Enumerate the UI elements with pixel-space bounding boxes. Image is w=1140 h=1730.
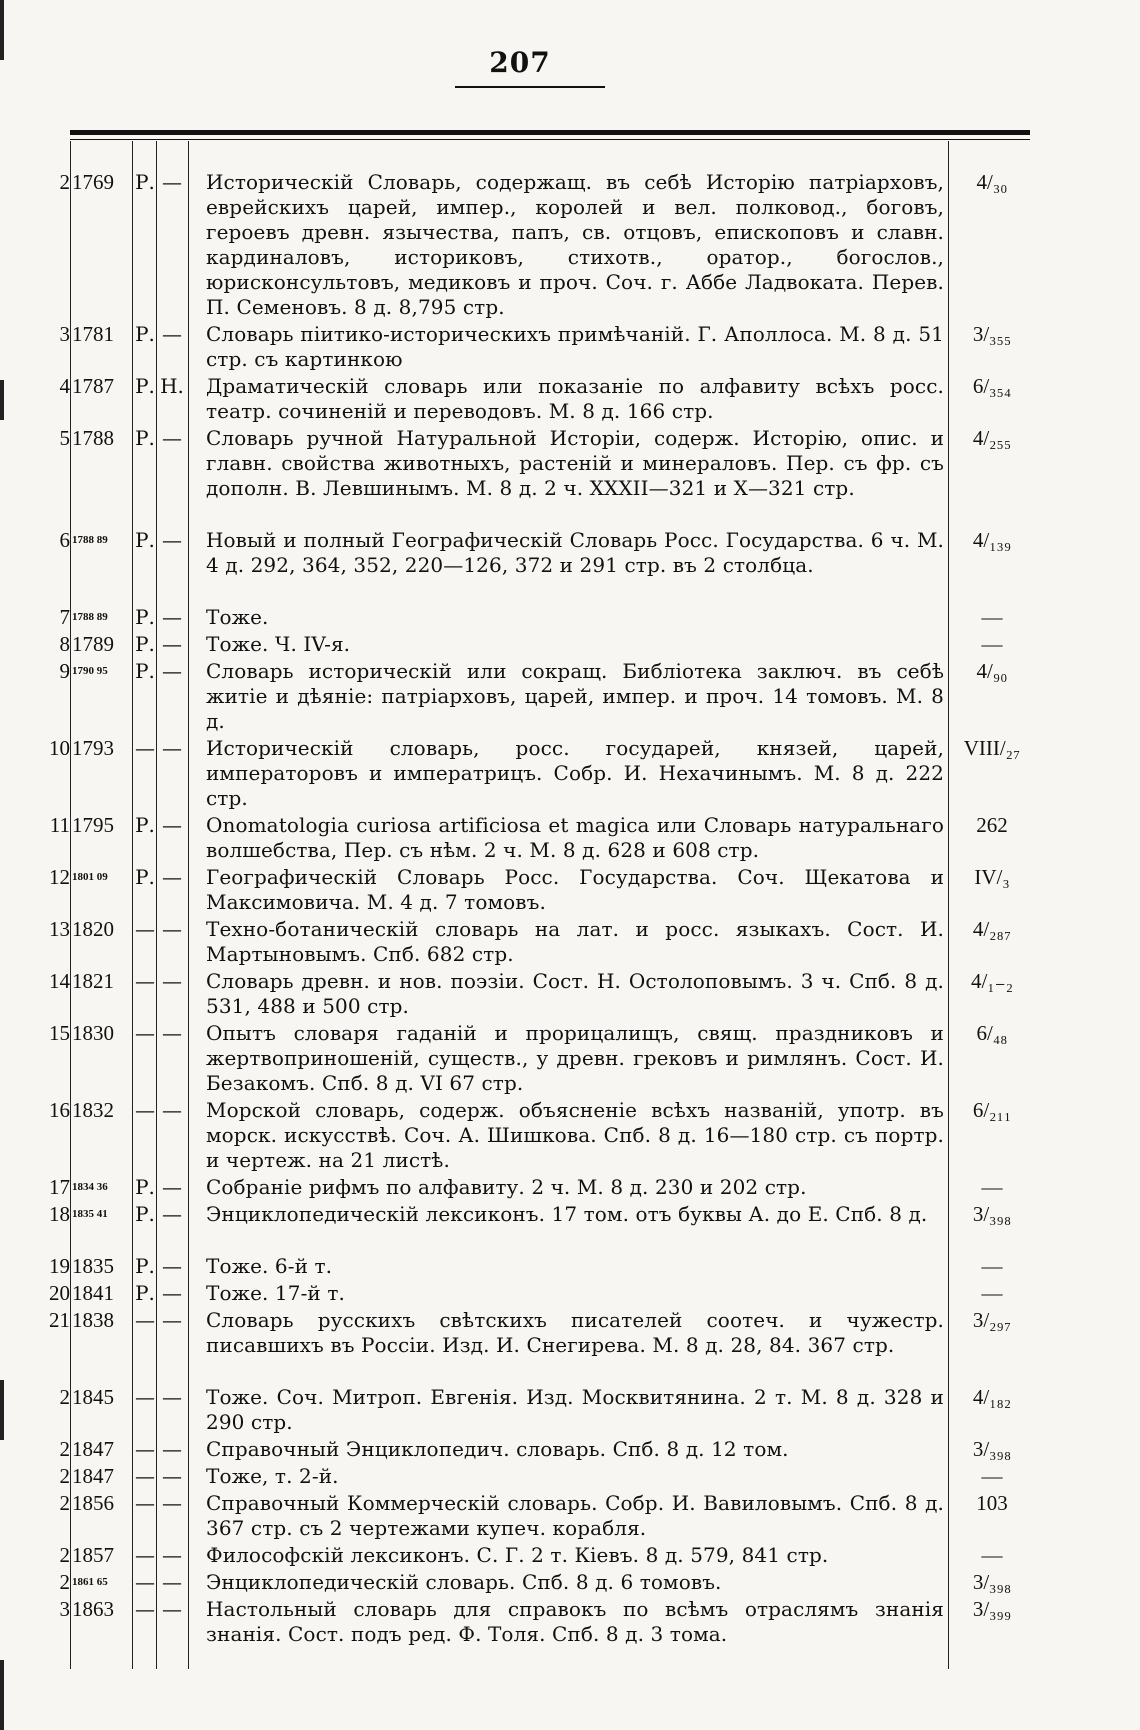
entry-description: Словарь піитико-историческихъ примѣчаній. Г. Аполлоса. М. 8 д. 51 стр. съ картинкою <box>206 322 944 371</box>
entry-price: VIII/₂₇ <box>963 736 1021 760</box>
entry-mark-n: — <box>162 1021 182 1045</box>
table-row <box>0 1464 1140 1491</box>
entry-price: — <box>981 1175 1003 1199</box>
entry-mark-p: — <box>135 1597 155 1621</box>
entry-mark-p: Р. <box>135 528 155 552</box>
table-row <box>0 1098 1140 1175</box>
entry-number: 17 <box>49 1175 70 1199</box>
entry-description: Тоже. 6-й т. <box>206 1254 333 1278</box>
entry-price: — <box>981 1543 1003 1567</box>
entry-mark-p: Р. <box>135 813 155 837</box>
entry-mark-p: — <box>135 1098 155 1122</box>
table-row <box>0 170 1140 322</box>
entry-year: 1769 <box>72 170 114 194</box>
entry-mark-p: Р. <box>135 865 155 889</box>
table-row <box>0 528 1140 605</box>
entry-description: Географическій Словарь Росс. Государства. Соч. Щекатова и Максимовича. М. 4 д. 7 томовъ. <box>206 865 944 914</box>
entry-description: Новый и полный Географическій Словарь Росс. Государства. 6 ч. М. 4 д. 292, 364, 352, 220—126, 372 и 291 стр. въ 2 столбца. <box>206 528 944 577</box>
entry-mark-p: — <box>135 1543 155 1567</box>
entry-mark-n: — <box>162 1202 182 1226</box>
entry-mark-n: — <box>162 1597 182 1621</box>
entry-mark-p: — <box>135 1570 155 1594</box>
entry-year: 1861 65 <box>72 1576 108 1588</box>
entry-description: Словарь русскихъ свѣтскихъ писателей соотеч. и чужестр. писавшихъ въ Россіи. Изд. И. Снегирева. М. 8 д. 28, 84. 367 стр. <box>206 1308 944 1357</box>
entry-description: Энциклопедическій словарь. Спб. 8 д. 6 томовъ. <box>206 1570 722 1594</box>
entry-number: 16 <box>49 1098 70 1122</box>
entry-year: 1788 89 <box>72 534 108 546</box>
entry-number: 15 <box>49 1021 70 1045</box>
entry-mark-n: — <box>162 1491 182 1515</box>
table-row <box>0 813 1140 865</box>
entry-number: 5 <box>59 426 70 450</box>
entry-mark-n: — <box>162 1098 182 1122</box>
entry-mark-n: — <box>162 1543 182 1567</box>
entry-description: Тоже. Ч. IV-я. <box>206 632 351 656</box>
entry-mark-p: — <box>135 917 155 941</box>
entry-mark-n: — <box>162 917 182 941</box>
entry-description: Настольный словарь для справокъ по всѣмъ отраслямъ знанія знанія. Сост. подъ ред. Ф. Толя. Спб. 8 д. 3 тома. <box>206 1597 944 1646</box>
table-top-rule-thin <box>70 139 1030 140</box>
entry-year: 1835 41 <box>72 1208 108 1220</box>
table-row <box>0 1175 1140 1202</box>
table-row <box>0 1021 1140 1098</box>
entry-number: 20 <box>49 1281 70 1305</box>
entry-price: 3/₃₉₉ <box>972 1597 1012 1621</box>
entry-mark-p: Р. <box>135 322 155 346</box>
entry-mark-p: — <box>135 1021 155 1045</box>
entry-description: Энциклопедическій лексиконъ. 17 том. отъ буквы А. до Е. Спб. 8 д. <box>206 1202 928 1226</box>
entry-description: Onomatologia curiosa artificiosa et magica или Словарь натуральнаго волшебства, Пер. съ нѣм. 2 ч. М. 8 д. 628 и 608 стр. <box>206 813 944 862</box>
entry-price: 6/₄₈ <box>976 1021 1008 1045</box>
entry-year: 1789 <box>72 632 114 656</box>
entry-mark-n: — <box>162 969 182 993</box>
entry-number: 18 <box>49 1202 70 1226</box>
entry-mark-n: — <box>162 1281 182 1305</box>
entry-number: 2 <box>59 1491 70 1515</box>
entry-mark-n: — <box>162 605 182 629</box>
entry-mark-n: — <box>162 1570 182 1594</box>
entry-description: Справочный Коммерческій словарь. Собр. И. Вавиловымъ. Спб. 8 д. 367 стр. съ 2 чертежами купеч. корабля. <box>206 1491 944 1540</box>
entry-price: 4/₉₀ <box>976 659 1008 683</box>
entry-number: 12 <box>49 865 70 889</box>
table-row <box>0 736 1140 813</box>
entry-mark-p: — <box>135 1437 155 1461</box>
entry-price: — <box>981 605 1003 629</box>
entry-price: 3/₃₅₅ <box>972 322 1012 346</box>
entry-description: Собраніе рифмъ по алфавиту. 2 ч. М. 8 д. 230 и 202 стр. <box>206 1175 807 1199</box>
entry-mark-p: — <box>135 969 155 993</box>
entry-description: Философскій лексиконъ. С. Г. 2 т. Кіевъ. 8 д. 579, 841 стр. <box>206 1543 829 1567</box>
entry-description: Словарь ручной Натуральной Исторіи, содерж. Исторію, опис. и главн. свойства животныхъ, растеній и минераловъ. Пер. съ фр. съ дополн. В. Левшинымъ. М. 8 д. 2 ч. XXXII—321 и X—321 стр. <box>206 426 944 500</box>
entry-price: — <box>981 1464 1003 1488</box>
entry-description: Тоже. 17-й т. <box>206 1281 345 1305</box>
entry-mark-n: — <box>162 632 182 656</box>
entry-mark-n: — <box>162 322 182 346</box>
table-row <box>0 917 1140 969</box>
entry-mark-n: — <box>162 736 182 760</box>
entry-price: 3/₂₉₇ <box>972 1308 1012 1332</box>
entry-year: 1821 <box>72 969 114 993</box>
entry-description: Словарь историческій или сокращ. Библіотека заключ. въ себѣ житіе и дѣяніе: патріарховъ, царей, импер. и проч. 14 томовъ. М. 8 д. <box>206 659 944 733</box>
entry-price: 3/₃₉₈ <box>972 1202 1012 1226</box>
entry-number: 3 <box>59 1597 70 1621</box>
entry-price: — <box>981 1281 1003 1305</box>
entry-price: 4/₂₅₅ <box>972 426 1012 450</box>
entry-year: 1820 <box>72 917 114 941</box>
entry-mark-p: Р. <box>135 1281 155 1305</box>
entry-mark-p: Р. <box>135 659 155 683</box>
table-row <box>0 426 1140 528</box>
entry-number: 11 <box>49 813 70 837</box>
entry-number: 2 <box>59 1464 70 1488</box>
table-row <box>0 1543 1140 1570</box>
entry-price: — <box>981 632 1003 656</box>
entry-year: 1847 <box>72 1437 114 1461</box>
table-row <box>0 1281 1140 1308</box>
entry-description: Тоже. <box>206 605 269 629</box>
entry-year: 1832 <box>72 1098 114 1122</box>
entry-year: 1830 <box>72 1021 114 1045</box>
table-row <box>0 1202 1140 1254</box>
scan-edge-mark <box>0 1660 4 1730</box>
entry-number: 19 <box>49 1254 70 1278</box>
entry-year: 1795 <box>72 813 114 837</box>
entry-description: Морской словарь, содерж. объясненіе всѣхъ названій, употр. въ морск. искусствѣ. Соч. А. Шишкова. Спб. 8 д. 16—180 стр. съ портр. и чертеж. на 21 листѣ. <box>206 1098 944 1172</box>
entry-mark-n: — <box>162 865 182 889</box>
entry-price: — <box>981 1254 1003 1278</box>
entry-mark-n: — <box>162 1437 182 1461</box>
entry-description: Техно-ботаническій словарь на лат. и росс. языкахъ. Сост. И. Мартыновымъ. Спб. 682 стр. <box>206 917 944 966</box>
entry-mark-p: — <box>135 1491 155 1515</box>
entry-mark-p: Р. <box>135 426 155 450</box>
entry-price: 4/₁₃₉ <box>972 528 1012 552</box>
entry-description: Справочный Энциклопедич. словарь. Спб. 8 д. 12 том. <box>206 1437 789 1461</box>
entry-number: 2 <box>59 1570 70 1594</box>
entry-number: 2 <box>59 170 70 194</box>
entry-mark-n: — <box>162 528 182 552</box>
entry-year: 1788 <box>72 426 114 450</box>
entry-description: Тоже, т. 2-й. <box>206 1464 339 1488</box>
table-row <box>0 1597 1140 1649</box>
table-row <box>0 1570 1140 1597</box>
entry-year: 1841 <box>72 1281 114 1305</box>
entry-description: Драматическій словарь или показаніе по алфавиту всѣхъ росс. театр. сочиненій и переводовъ. М. 8 д. 166 стр. <box>206 374 944 423</box>
entry-mark-p: — <box>135 1385 155 1409</box>
entry-year: 1838 <box>72 1308 114 1332</box>
page-number-underline <box>455 86 605 88</box>
entry-price: 4/₃₀ <box>976 170 1008 194</box>
entry-year: 1835 <box>72 1254 114 1278</box>
entry-price: 4/₁₋₂ <box>970 969 1014 993</box>
entry-year: 1856 <box>72 1491 114 1515</box>
table-row <box>0 969 1140 1021</box>
entry-description: Историческій словарь, росс. государей, князей, царей, императоровъ и императрицъ. Собр. И. Нехачинымъ. М. 8 д. 222 стр. <box>206 736 944 810</box>
entry-number: 13 <box>49 917 70 941</box>
page-number: 207 <box>489 46 551 79</box>
entry-mark-p: — <box>135 1308 155 1332</box>
entry-mark-p: — <box>135 736 155 760</box>
table-row <box>0 1437 1140 1464</box>
entry-number: 2 <box>59 1437 70 1461</box>
entry-mark-p: Р. <box>135 1254 155 1278</box>
entry-number: 6 <box>59 528 70 552</box>
entry-mark-n: — <box>162 1308 182 1332</box>
entry-description: Историческій Словарь, содержащ. въ себѣ Исторію патріарховъ, еврейскихъ царей, импер., королей и вел. полковод., боговъ, героевъ древн. язычества, папъ, св. отцовъ, епископовъ и славн. кардиналовъ, историковъ, стихотв., оратор., богослов., юрисконсультовъ, медиковъ и проч. Соч. г. Аббе Ладвоката. Перев. П. Семеновъ. 8 д. 8,795 стр. <box>206 170 944 319</box>
entry-year: 1790 95 <box>72 665 108 677</box>
entry-year: 1845 <box>72 1385 114 1409</box>
entry-year: 1801 09 <box>72 871 108 883</box>
entry-mark-p: Р. <box>135 170 155 194</box>
entry-number: 2 <box>59 1543 70 1567</box>
entry-number: 14 <box>49 969 70 993</box>
entry-number: 2 <box>59 1385 70 1409</box>
entry-mark-n: Н. <box>160 374 184 398</box>
entry-price: 103 <box>976 1491 1008 1515</box>
entry-mark-n: — <box>162 426 182 450</box>
scan-edge-mark <box>0 0 4 60</box>
table-row <box>0 1308 1140 1385</box>
entry-number: 7 <box>59 605 70 629</box>
entry-mark-p: Р. <box>135 1202 155 1226</box>
table-row <box>0 1385 1140 1437</box>
table-row <box>0 322 1140 374</box>
entry-price: 262 <box>976 813 1008 837</box>
entry-mark-n: — <box>162 813 182 837</box>
entry-number: 21 <box>49 1308 70 1332</box>
entry-mark-n: — <box>162 170 182 194</box>
entry-mark-n: — <box>162 1464 182 1488</box>
entry-mark-p: Р. <box>135 1175 155 1199</box>
entry-mark-p: — <box>135 1464 155 1488</box>
entry-number: 8 <box>59 632 70 656</box>
entry-price: 3/₃₉₈ <box>972 1437 1012 1461</box>
entry-mark-n: — <box>162 659 182 683</box>
entry-mark-n: — <box>162 1254 182 1278</box>
entry-description: Словарь древн. и нов. поэзіи. Сост. Н. Остолоповымъ. 3 ч. Спб. 8 д. 531, 488 и 500 стр. <box>206 969 944 1018</box>
entry-mark-p: Р. <box>135 605 155 629</box>
entry-mark-n: — <box>162 1385 182 1409</box>
table-top-rule <box>70 130 1030 135</box>
entry-description: Опытъ словаря гаданій и прорицалищъ, свящ. праздниковъ и жертвоприношеній, существ., у древн. грековъ и римлянъ. Сост. И. Безакомъ. Спб. 8 д. VI 67 стр. <box>206 1021 944 1095</box>
entry-year: 1857 <box>72 1543 114 1567</box>
entry-number: 4 <box>59 374 70 398</box>
entry-year: 1788 89 <box>72 611 108 623</box>
entry-number: 10 <box>49 736 70 760</box>
entry-year: 1781 <box>72 322 114 346</box>
entry-price: IV/₃ <box>974 865 1010 889</box>
entry-price: 3/₃₉₈ <box>972 1570 1012 1594</box>
entry-description: Тоже. Соч. Митроп. Евгенія. Изд. Москвитянина. 2 т. М. 8 д. 328 и 290 стр. <box>206 1385 944 1434</box>
entry-number: 3 <box>59 322 70 346</box>
entry-price: 4/₂₈₇ <box>972 917 1012 941</box>
entry-price: 6/₃₅₄ <box>972 374 1012 398</box>
entry-year: 1863 <box>72 1597 114 1621</box>
entry-price: 4/₁₈₂ <box>972 1385 1012 1409</box>
entry-year: 1787 <box>72 374 114 398</box>
table-row <box>0 632 1140 659</box>
entry-mark-n: — <box>162 1175 182 1199</box>
table-row <box>0 865 1140 917</box>
entry-year: 1793 <box>72 736 114 760</box>
entry-number: 9 <box>59 659 70 683</box>
entry-mark-p: Р. <box>135 632 155 656</box>
table-row <box>0 1491 1140 1543</box>
entry-mark-p: Р. <box>135 374 155 398</box>
entry-price: 6/₂₁₁ <box>972 1098 1012 1122</box>
entry-year: 1834 36 <box>72 1181 108 1193</box>
entry-year: 1847 <box>72 1464 114 1488</box>
table-row <box>0 374 1140 426</box>
table-row <box>0 605 1140 632</box>
bibliography-table <box>0 170 1140 1649</box>
table-row <box>0 659 1140 736</box>
table-row <box>0 1254 1140 1281</box>
